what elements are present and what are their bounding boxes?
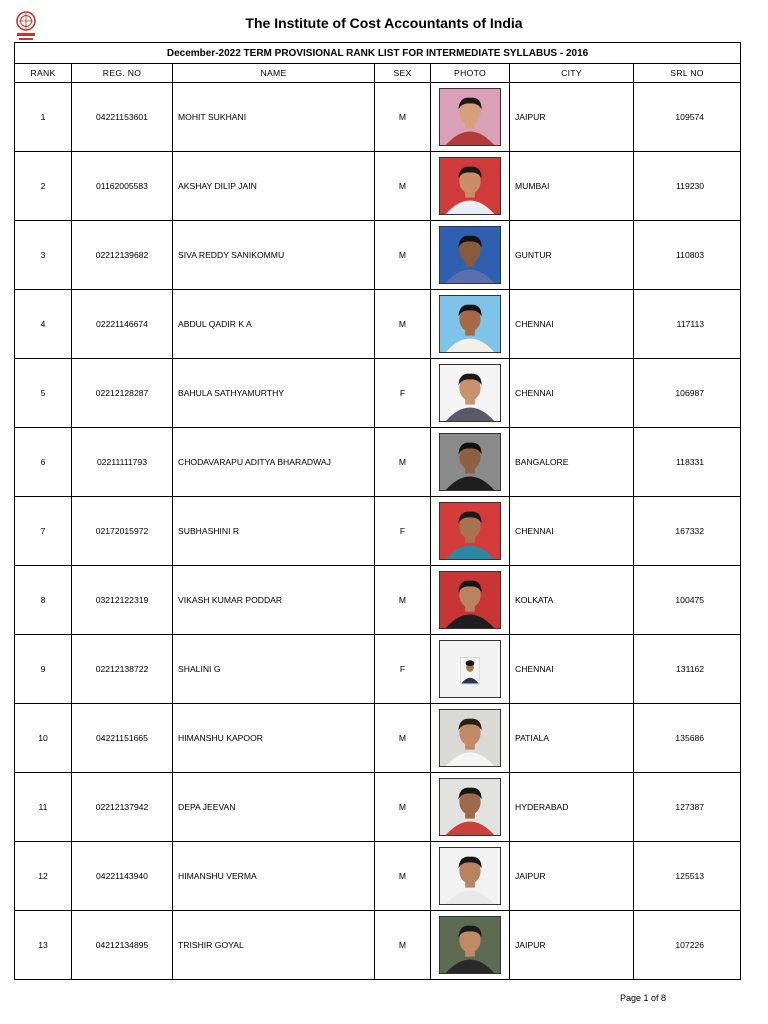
sex-cell: F	[375, 635, 431, 704]
name-cell: AKSHAY DILIP JAIN	[173, 152, 375, 221]
reg-no-cell: 01162005583	[72, 152, 173, 221]
column-header-reg-no: REG. NO	[72, 64, 173, 83]
sex-cell: M	[375, 290, 431, 359]
photo-cell	[431, 290, 510, 359]
photo-cell	[431, 83, 510, 152]
city-cell: HYDERABAD	[510, 773, 634, 842]
table-row	[15, 842, 741, 911]
city-cell: BANGALORE	[510, 428, 634, 497]
city-cell: JAIPUR	[510, 911, 634, 980]
city-cell: GUNTUR	[510, 221, 634, 290]
candidate-photo	[439, 847, 501, 905]
photo-cell	[431, 635, 510, 704]
name-cell: SIVA REDDY SANIKOMMU	[173, 221, 375, 290]
name-cell: SHALINI G	[173, 635, 375, 704]
name-cell: DEPA JEEVAN	[173, 773, 375, 842]
srl-no-cell: 119230	[634, 152, 741, 221]
candidate-photo	[439, 502, 501, 560]
rank-cell: 12	[15, 842, 72, 911]
organization-title: The Institute of Cost Accountants of India	[245, 15, 523, 31]
rank-cell: 5	[15, 359, 72, 428]
city-cell: CHENNAI	[510, 497, 634, 566]
page-number: Page 1 of 8	[620, 993, 667, 1003]
rank-cell: 8	[15, 566, 72, 635]
photo-cell	[431, 497, 510, 566]
photo-cell	[431, 221, 510, 290]
srl-no-cell: 167332	[634, 497, 741, 566]
candidate-photo	[439, 364, 501, 422]
table-row	[15, 566, 741, 635]
candidate-photo	[439, 157, 501, 215]
column-header-row	[15, 64, 741, 83]
photo-cell	[431, 773, 510, 842]
srl-no-cell: 131162	[634, 635, 741, 704]
sex-cell: M	[375, 773, 431, 842]
reg-no-cell: 02212128287	[72, 359, 173, 428]
photo-cell	[431, 704, 510, 773]
table-row	[15, 911, 741, 980]
srl-no-cell: 109574	[634, 83, 741, 152]
rank-cell: 13	[15, 911, 72, 980]
candidate-photo	[439, 916, 501, 974]
srl-no-cell: 100475	[634, 566, 741, 635]
table-row	[15, 497, 741, 566]
name-cell: HIMANSHU VERMA	[173, 842, 375, 911]
rank-cell: 7	[15, 497, 72, 566]
name-cell: TRISHIR GOYAL	[173, 911, 375, 980]
name-cell: BAHULA SATHYAMURTHY	[173, 359, 375, 428]
candidate-photo	[439, 571, 501, 629]
candidate-photo	[439, 778, 501, 836]
sex-cell: M	[375, 428, 431, 497]
city-cell: CHENNAI	[510, 635, 634, 704]
reg-no-cell: 02211111793	[72, 428, 173, 497]
rank-list-body	[15, 83, 741, 980]
reg-no-cell: 04221151665	[72, 704, 173, 773]
column-header-srl-no: SRL NO	[634, 64, 741, 83]
sex-cell: M	[375, 152, 431, 221]
reg-no-cell: 04212134895	[72, 911, 173, 980]
city-cell: KOLKATA	[510, 566, 634, 635]
city-cell: CHENNAI	[510, 290, 634, 359]
column-header-photo: PHOTO	[431, 64, 510, 83]
srl-no-cell: 106987	[634, 359, 741, 428]
table-row	[15, 221, 741, 290]
name-cell: CHODAVARAPU ADITYA BHARADWAJ	[173, 428, 375, 497]
sex-cell: M	[375, 566, 431, 635]
candidate-photo	[439, 295, 501, 353]
table-row	[15, 83, 741, 152]
sex-cell: M	[375, 911, 431, 980]
rank-cell: 1	[15, 83, 72, 152]
rank-list-table	[14, 42, 741, 980]
name-cell: VIKASH KUMAR PODDAR	[173, 566, 375, 635]
sex-cell: M	[375, 704, 431, 773]
rank-cell: 6	[15, 428, 72, 497]
reg-no-cell: 02212138722	[72, 635, 173, 704]
srl-no-cell: 125513	[634, 842, 741, 911]
photo-cell	[431, 359, 510, 428]
candidate-photo	[439, 433, 501, 491]
sex-cell: F	[375, 497, 431, 566]
name-cell: MOHIT SUKHANI	[173, 83, 375, 152]
rank-cell: 11	[15, 773, 72, 842]
reg-no-cell: 02212137942	[72, 773, 173, 842]
reg-no-cell: 02221146674	[72, 290, 173, 359]
srl-no-cell: 127387	[634, 773, 741, 842]
sex-cell: M	[375, 221, 431, 290]
table-row	[15, 290, 741, 359]
table-row	[15, 359, 741, 428]
name-cell: SUBHASHINI R	[173, 497, 375, 566]
table-row	[15, 773, 741, 842]
photo-cell	[431, 566, 510, 635]
city-cell: CHENNAI	[510, 359, 634, 428]
srl-no-cell: 107226	[634, 911, 741, 980]
sex-cell: M	[375, 83, 431, 152]
photo-cell	[431, 842, 510, 911]
table-row	[15, 704, 741, 773]
column-header-rank: RANK	[15, 64, 72, 83]
sex-cell: M	[375, 842, 431, 911]
column-header-name: NAME	[173, 64, 375, 83]
table-row	[15, 428, 741, 497]
candidate-photo	[439, 640, 501, 698]
srl-no-cell: 118331	[634, 428, 741, 497]
city-cell: JAIPUR	[510, 83, 634, 152]
rank-cell: 4	[15, 290, 72, 359]
reg-no-cell: 02172015972	[72, 497, 173, 566]
srl-no-cell: 135686	[634, 704, 741, 773]
reg-no-cell: 03212122319	[72, 566, 173, 635]
photo-cell	[431, 911, 510, 980]
rank-cell: 3	[15, 221, 72, 290]
rank-list-title: December-2022 TERM PROVISIONAL RANK LIST FOR INTERMEDIATE SYLLABUS - 2016	[15, 43, 741, 64]
srl-no-cell: 110803	[634, 221, 741, 290]
rank-cell: 10	[15, 704, 72, 773]
name-cell: ABDUL QADIR K A	[173, 290, 375, 359]
candidate-photo	[439, 226, 501, 284]
srl-no-cell: 117113	[634, 290, 741, 359]
column-header-sex: SEX	[375, 64, 431, 83]
column-header-city: CITY	[510, 64, 634, 83]
reg-no-cell: 04221153601	[72, 83, 173, 152]
reg-no-cell: 02212139682	[72, 221, 173, 290]
table-row	[15, 635, 741, 704]
candidate-photo	[439, 709, 501, 767]
sex-cell: F	[375, 359, 431, 428]
rank-cell: 2	[15, 152, 72, 221]
city-cell: MUMBAI	[510, 152, 634, 221]
table-row	[15, 152, 741, 221]
reg-no-cell: 04221143940	[72, 842, 173, 911]
city-cell: JAIPUR	[510, 842, 634, 911]
rank-cell: 9	[15, 635, 72, 704]
candidate-photo	[439, 88, 501, 146]
name-cell: HIMANSHU KAPOOR	[173, 704, 375, 773]
photo-cell	[431, 428, 510, 497]
photo-cell	[431, 152, 510, 221]
city-cell: PATIALA	[510, 704, 634, 773]
